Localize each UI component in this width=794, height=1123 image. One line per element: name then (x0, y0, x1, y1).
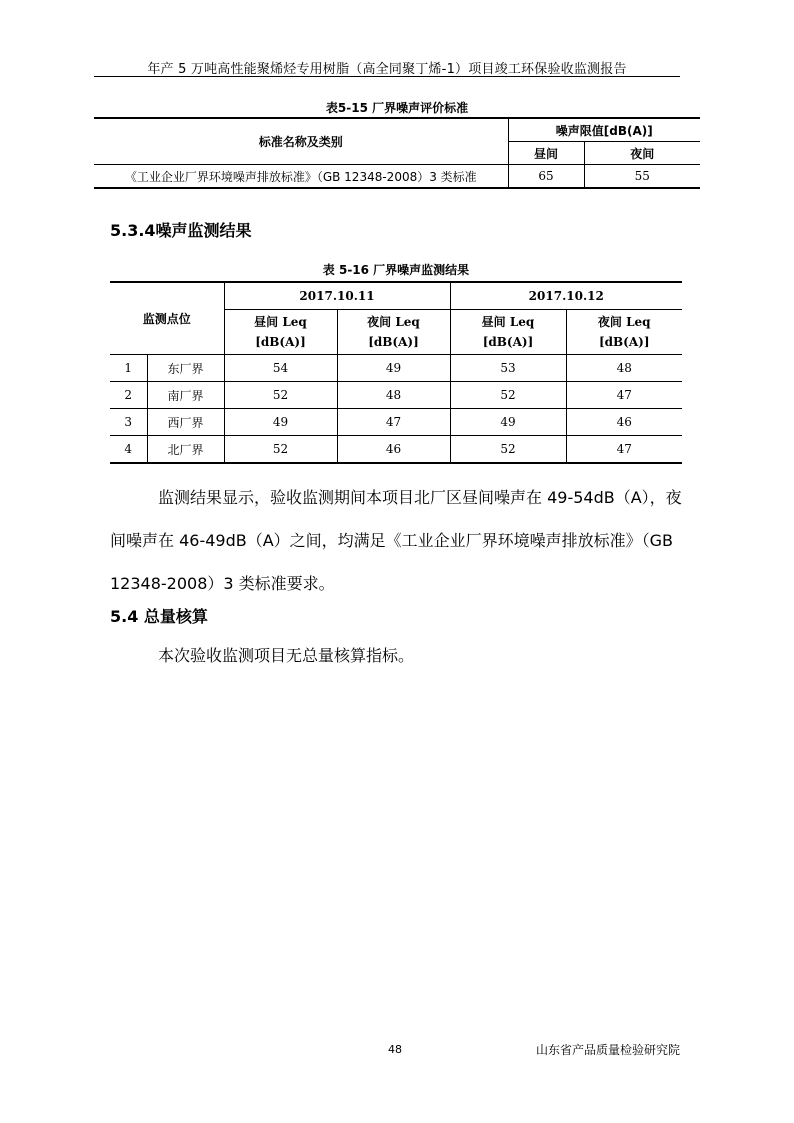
table-row (110, 409, 682, 436)
header-divider (94, 76, 680, 77)
table-row (110, 436, 682, 464)
value-cell: 52 (224, 436, 337, 464)
total-paragraph: 本次验收监测项目无总量核算指标。 (158, 646, 415, 665)
header-noise-limit: 噪声限值[dB(A)] (508, 118, 700, 142)
row-number: 3 (110, 409, 147, 436)
section-heading-5-3-4: 5.3.4噪声监测结果 (110, 221, 252, 240)
night-limit-cell: 55 (584, 165, 700, 189)
header-day-leq: 昼间 Leq [dB(A)] (450, 310, 566, 355)
value-cell: 49 (450, 409, 566, 436)
header-night-leq: 夜间 Leq [dB(A)] (337, 310, 450, 355)
header-day: 昼间 (508, 142, 584, 165)
day-limit-cell: 65 (508, 165, 584, 189)
noise-monitoring-table (110, 281, 682, 464)
row-number: 2 (110, 382, 147, 409)
table-row (110, 382, 682, 409)
table-5-15-caption: 表5-15 厂界噪声评价标准 (325, 101, 469, 115)
point-name: 西厂界 (147, 409, 224, 436)
point-name: 北厂界 (147, 436, 224, 464)
header-standard-name: 标准名称及类别 (94, 118, 508, 165)
value-cell: 49 (337, 355, 450, 382)
value-cell: 49 (224, 409, 337, 436)
row-number: 4 (110, 436, 147, 464)
value-cell: 48 (337, 382, 450, 409)
value-cell: 52 (450, 436, 566, 464)
result-paragraph: 监测结果显示，验收监测期间本项目北厂区昼间噪声在 49-54dB（A），夜间噪声在 46-49dB（A）之间，均满足《工业企业厂界环境噪声排放标准》（GB 12348-2008）3 类标准要求。 (110, 488, 682, 593)
value-cell: 52 (450, 382, 566, 409)
value-cell: 48 (566, 355, 682, 382)
value-cell: 46 (566, 409, 682, 436)
standard-name-cell: 《工业企业厂界环境噪声排放标准》（GB 12348-2008）3 类标准 (94, 165, 508, 189)
value-cell: 47 (566, 436, 682, 464)
point-name: 南厂界 (147, 382, 224, 409)
footer-organization: 山东省产品质量检验研究院 (535, 1043, 680, 1057)
value-cell: 47 (566, 382, 682, 409)
table-row (110, 355, 682, 382)
section-heading-5-4: 5.4 总量核算 (110, 607, 208, 626)
value-cell: 54 (224, 355, 337, 382)
value-cell: 46 (337, 436, 450, 464)
page-header-title: 年产 5 万吨高性能聚烯烃专用树脂（高全同聚丁烯-1）项目竣工环保验收监测报告 (147, 62, 627, 77)
value-cell: 52 (224, 382, 337, 409)
table-5-16-caption: 表 5-16 厂界噪声监测结果 (322, 263, 470, 277)
header-night: 夜间 (584, 142, 700, 165)
header-monitoring-point: 监测点位 (110, 282, 224, 355)
point-name: 东厂界 (147, 355, 224, 382)
row-number: 1 (110, 355, 147, 382)
header-date-2: 2017.10.12 (450, 282, 682, 310)
noise-standard-table (94, 117, 700, 189)
page-number: 48 (388, 1043, 402, 1056)
value-cell: 53 (450, 355, 566, 382)
value-cell: 47 (337, 409, 450, 436)
header-night-leq: 夜间 Leq [dB(A)] (566, 310, 682, 355)
header-day-leq: 昼间 Leq [dB(A)] (224, 310, 337, 355)
header-date-1: 2017.10.11 (224, 282, 450, 310)
